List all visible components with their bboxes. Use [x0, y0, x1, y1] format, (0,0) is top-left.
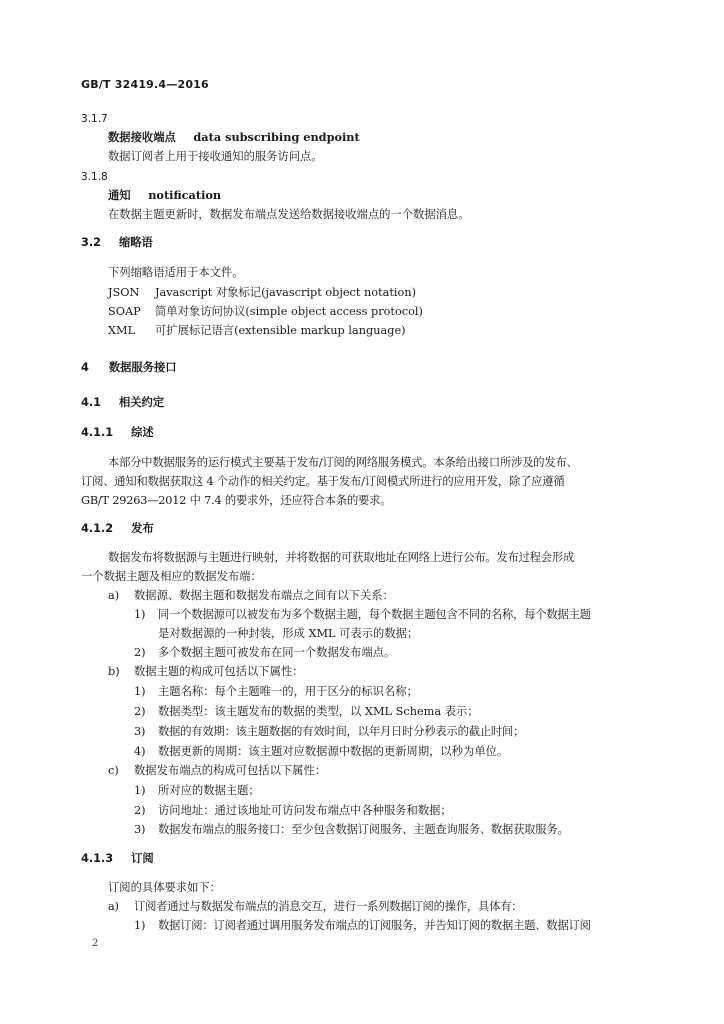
- list-text: 数据更新的周期：该主题对应数据源中数据的更新周期，以秒为单位。: [158, 745, 509, 758]
- list-label: 2): [134, 646, 146, 659]
- sublist-item: [134, 822, 569, 837]
- list-label: 2): [134, 705, 146, 718]
- standard-header: GB/T 32419.4—2016: [81, 78, 209, 91]
- list-label: 4): [134, 745, 146, 758]
- paragraph-line: 数据发布将数据源与主题进行映射，并将数据的可获取地址在网络上进行公布。发布过程会形成: [108, 551, 575, 564]
- sublist-item: [134, 704, 479, 719]
- list-item: [108, 899, 522, 914]
- list-text: 数据类型：该主题发布的数据的类型，以 XML Schema 表示；: [158, 705, 479, 718]
- term-zh: 通知: [108, 189, 131, 202]
- sublist-item: [134, 918, 591, 933]
- subsection-number: 4.1.1: [81, 426, 114, 439]
- sublist-item: [134, 783, 260, 798]
- list-label: 3): [134, 823, 146, 836]
- chapter-title: 数据服务接口: [108, 361, 177, 374]
- abbr-term: JSON: [108, 286, 140, 299]
- subsection-number: 4.1.3: [81, 852, 114, 865]
- abbreviation-row: [108, 323, 406, 338]
- chapter-number: 4: [81, 361, 89, 374]
- list-text: 订阅者通过与数据发布端点的消息交互，进行一系列数据订阅的操作，具体有：: [134, 900, 523, 913]
- list-text: 数据订阅：订阅者通过调用服务发布端点的订阅服务，并告知订阅的数据主题、数据订阅: [158, 919, 591, 932]
- list-label: b): [108, 665, 120, 678]
- list-label: a): [108, 900, 119, 913]
- term-en: notification: [148, 188, 222, 202]
- term-zh: 数据接收端点: [108, 131, 176, 144]
- paragraph-line: 本部分中数据服务的运行模式主要基于发布/订阅的网络服务模式。本条给出接口所涉及的发布、: [108, 456, 578, 469]
- list-label: c): [108, 764, 119, 777]
- sublist-item: [134, 803, 452, 818]
- sublist-item: [134, 724, 524, 739]
- clause-number: 3.1.8: [81, 171, 108, 183]
- list-label: 1): [134, 919, 146, 932]
- section-title: 缩略语: [118, 236, 153, 249]
- list-label: 3): [134, 725, 146, 738]
- abbr-term: SOAP: [108, 305, 141, 318]
- term-entry: [108, 130, 360, 145]
- list-text: 数据源、数据主题和数据发布端点之间有以下关系：: [134, 589, 394, 602]
- sublist-continuation: 是对数据源的一种封装，形成 XML 可表示的数据；: [158, 627, 419, 640]
- list-label: 1): [134, 608, 146, 621]
- sublist-item: [134, 744, 508, 759]
- subsection-title: 综述: [131, 426, 154, 439]
- list-item: [108, 588, 394, 603]
- section-heading: [81, 395, 164, 410]
- term-definition: 数据订阅者上用于接收通知的服务访问点。: [108, 150, 323, 163]
- section-title: 相关约定: [118, 396, 165, 409]
- list-text: 所对应的数据主题；: [158, 784, 260, 797]
- list-label: a): [108, 589, 120, 602]
- abbr-desc: 简单对象访问协议(simple object access protocol): [155, 305, 423, 318]
- clause-number: 3.1.7: [81, 113, 108, 125]
- list-text: 数据的有效期：该主题数据的有效时间，以年月日时分秒表示的截止时间；: [158, 725, 525, 738]
- paragraph-line: 一个数据主题及相应的数据发布端：: [81, 570, 262, 583]
- paragraph-line: 订阅的具体要求如下：: [108, 881, 221, 894]
- list-text: 访问地址：通过该地址可访问发布端点中各种服务和数据；: [158, 804, 452, 817]
- abbr-term: XML: [108, 324, 136, 337]
- chapter-heading: [81, 360, 177, 375]
- subsection-number: 4.1.2: [81, 522, 114, 535]
- subsection-title: 订阅: [131, 852, 154, 865]
- section-heading: [81, 235, 153, 250]
- paragraph-line: 订阅、通知和数据获取这 4 个动作的相关约定。基于发布/订阅模式所进行的应用开发，除了应遵循: [81, 475, 565, 488]
- term-en: data subscribing endpoint: [193, 130, 360, 144]
- abbreviation-row: [108, 285, 416, 300]
- abbreviation-row: [108, 304, 423, 319]
- list-label: 1): [134, 784, 146, 797]
- list-label: 1): [134, 685, 146, 698]
- sublist-item: [134, 684, 418, 699]
- list-label: 2): [134, 804, 146, 817]
- sublist-item: [134, 645, 395, 660]
- list-text: 数据主题的构成可包括以下属性：: [134, 665, 304, 678]
- section-number: 3.2: [81, 236, 102, 249]
- sublist-item: [134, 607, 591, 622]
- subsection-heading: [81, 851, 154, 866]
- list-text: 数据发布端点的构成可包括以下属性：: [134, 764, 327, 777]
- list-text: 主题名称：每个主题唯一的，用于区分的标识名称；: [158, 685, 418, 698]
- list-item: [108, 664, 303, 679]
- term-entry: [108, 188, 221, 203]
- paragraph-line: GB/T 29263—2012 中 7.4 的要求外，还应符合本条的要求。: [81, 494, 392, 507]
- abbr-desc: 可扩展标记语言(extensible markup language): [155, 324, 406, 337]
- section-number: 4.1: [81, 396, 102, 409]
- page-number: 2: [92, 938, 99, 949]
- list-item: [108, 763, 326, 778]
- list-text: 数据发布端点的服务接口：至少包含数据订阅服务、主题查询服务、数据获取服务。: [158, 823, 569, 836]
- paragraph: 下列缩略语适用于本文件。: [108, 266, 244, 279]
- subsection-title: 发布: [131, 522, 154, 535]
- abbr-desc: Javascript 对象标记(javascript object notation): [155, 286, 416, 299]
- list-text: 同一个数据源可以被发布为多个数据主题，每个数据主题包含不同的名称，每个数据主题: [158, 608, 591, 621]
- term-definition: 在数据主题更新时，数据发布端点发送给数据接收端点的一个数据消息。: [108, 208, 470, 221]
- subsection-heading: [81, 425, 154, 440]
- list-text: 多个数据主题可被发布在同一个数据发布端点。: [158, 646, 396, 659]
- subsection-heading: [81, 521, 154, 536]
